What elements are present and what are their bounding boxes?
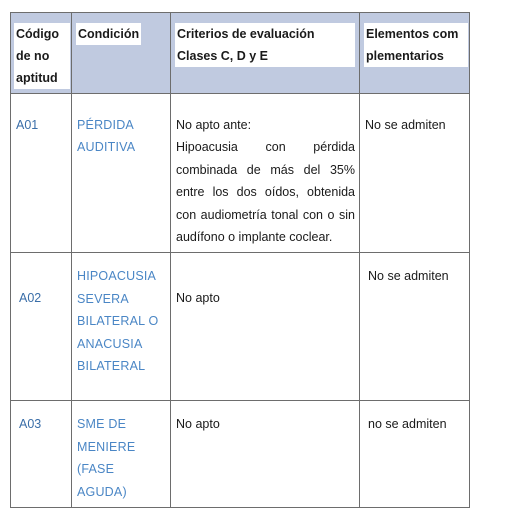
- row-condition: PÉRDIDA AUDITIVA: [72, 94, 171, 253]
- table-row: [11, 94, 470, 253]
- row-condition: SME DE MENIERE (FASE AGUDA): [72, 401, 171, 508]
- row-condition: HIPOACUSIA SEVERA BILATERAL O ANACUSIA BILATERAL: [72, 253, 171, 401]
- table-row: [11, 401, 470, 508]
- criteria-text: Hipoacusia con pérdida combinada de más del 35% entre los dos oídos, obtenida con audiometría tonal con o sin audífono o implante coclear.: [176, 140, 355, 245]
- table-row: [11, 253, 470, 401]
- criteria-intro: No apto ante:: [176, 118, 252, 132]
- table-header-row: [11, 13, 470, 94]
- row-code: A01: [11, 94, 72, 253]
- header-extras: Elementos complementarios: [360, 13, 470, 94]
- header-criteria: Criterios de evaluación Clases C, D y E: [171, 13, 360, 94]
- row-code: A02: [11, 253, 72, 401]
- row-criteria: No apto: [171, 401, 360, 508]
- row-criteria: [171, 94, 360, 253]
- row-extras: No se admiten: [360, 94, 470, 253]
- row-code: A03: [11, 401, 72, 508]
- header-code: Código de no aptitud: [11, 13, 72, 94]
- header-condition: Condición: [72, 13, 171, 94]
- row-extras: no se admiten: [360, 401, 470, 508]
- no-aptitude-table: [10, 12, 470, 508]
- row-criteria: No apto: [171, 253, 360, 401]
- row-extras: No se admiten: [360, 253, 470, 401]
